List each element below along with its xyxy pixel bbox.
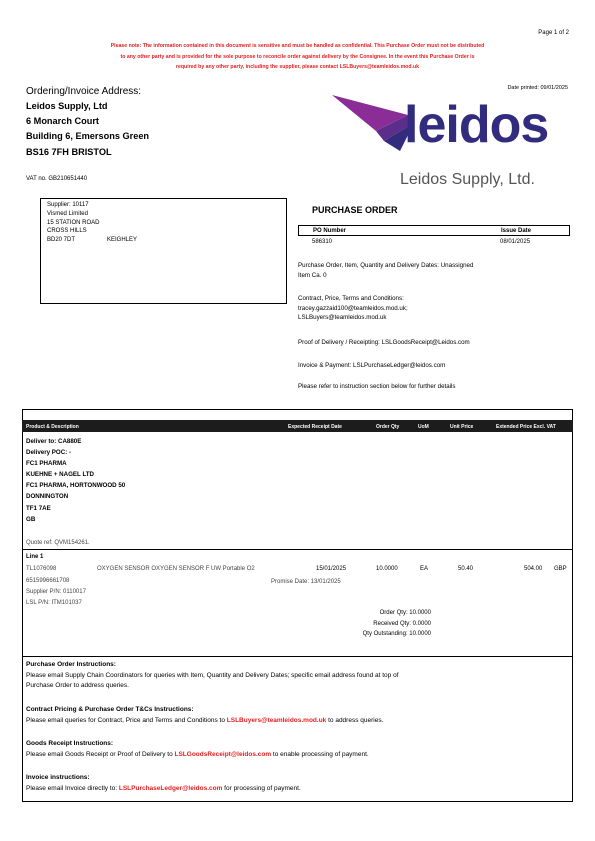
received-qty-summary: Received Qty: 0.0000: [373, 621, 431, 627]
delivery-line: GB: [26, 515, 36, 523]
extended-price: 504.00: [524, 566, 543, 572]
currency: GBP: [554, 566, 567, 572]
ordering-address-line: Leidos Supply, Ltd: [26, 101, 108, 111]
po-number-value: 586310: [312, 239, 333, 245]
goods-receipt-post: to enable processing of payment.: [271, 751, 369, 758]
page-number: Page 1 of 2: [538, 30, 569, 36]
supplier-line: Vismed Limited: [47, 210, 88, 217]
invoice-instructions-pre: Please email Invoice directly to:: [26, 785, 119, 792]
invoice-payment-contact: Invoice & Payment: LSLPurchaseLedger@leidos.com: [298, 362, 446, 369]
ordering-address-line: Building 6, Emersons Green: [26, 131, 150, 141]
contract-instructions-title: Contract Pricing & Purchase Order T&Cs Instructions:: [26, 706, 194, 713]
contract-instructions-pre: Please email queries for Contract, Price and Terms and Conditions to: [26, 717, 227, 724]
vat-number: VAT no. GB210651440: [26, 176, 88, 182]
contract-instructions-post: to address queries.: [326, 717, 384, 724]
item-quantity-contact-line: Item Ca. 0: [298, 271, 327, 279]
issue-date-value: 08/01/2025: [500, 239, 531, 245]
supplier-line: Supplier: 10117: [47, 202, 89, 208]
promise-date: Promise Date: 13/01/2025: [271, 579, 341, 585]
supplier-town: KEIGHLEY: [107, 237, 138, 244]
contract-instructions-text: [26, 716, 383, 726]
lsl-buyers-email-link[interactable]: LSLBuyers@teamleidos.mod.uk: [226, 717, 327, 724]
ordering-address-label: Ordering/Invoice Address:: [26, 86, 142, 97]
supplier-postcode: BD20 7DT: [47, 237, 76, 244]
quote-reference: Quote ref: QVM154261.: [26, 540, 90, 546]
po-instructions-line: Please email Supply Chain Coordinators for queries with Item, Quantity and Delivery Dates; specific email address found at top of: [26, 672, 399, 679]
goods-receipt-email-link[interactable]: LSLGoodsReceipt@leidos.com: [174, 751, 272, 758]
delivery-line: FC1 PHARMA: [26, 460, 67, 468]
item-description: OXYGEN SENSOR OXYGEN SENSOR F UW Portable O2: [97, 566, 255, 572]
po-table-header: [298, 225, 570, 236]
order-table-header: [22, 420, 573, 432]
ordering-address-line: 6 Monarch Court: [26, 116, 99, 126]
delivery-address: [26, 436, 125, 525]
nsn-code: 6515996661708: [26, 578, 70, 584]
proof-of-delivery-contact: Proof of Delivery / Receipting: LSLGoodsReceipt@Leidos.com: [298, 339, 470, 346]
purchase-order-title: PURCHASE ORDER: [312, 205, 398, 215]
po-info-table: [298, 225, 570, 247]
leidos-tagline: Leidos Supply, Ltd.: [400, 171, 535, 188]
expected-receipt-date: 15/01/2025: [316, 566, 347, 572]
po-instructions-line: Purchase Order to address queries.: [26, 682, 129, 689]
delivery-line: KUEHNE + NAGEL LTD: [26, 471, 95, 479]
notice-line-1: Please note: The information contained in this document is sensitive and must be handled as confidential. This Purchase Order must not be distributed: [110, 43, 485, 49]
supplier-line: 15 STATION ROAD: [47, 219, 100, 226]
uom: EA: [420, 566, 429, 572]
invoice-instructions-text: [26, 784, 301, 794]
item-code: TL1076098: [26, 566, 57, 572]
delivery-line: TF1 7AE: [26, 504, 51, 512]
contract-contact-line: tracey.gazzaid100@teamleidos.mod.uk;: [298, 304, 408, 312]
refer-instructions-note: Please refer to instruction section below for further details: [298, 383, 456, 390]
col-product-description: Product & Description: [26, 423, 79, 430]
contract-contact-line: Contract, Price, Terms and Conditions:: [298, 295, 404, 302]
invoice-instructions-post: for processing of payment.: [222, 785, 301, 792]
goods-receipt-title: Goods Receipt Instructions:: [26, 740, 114, 747]
col-unit-price: Unit Price: [450, 423, 474, 430]
unit-price: 50.40: [458, 566, 474, 572]
goods-receipt-pre: Please email Goods Receipt or Proof of Delivery to: [26, 751, 175, 758]
outstanding-qty-summary: Qty Outstanding: 10.0000: [362, 631, 431, 637]
purchase-ledger-email-link[interactable]: LSLPurchaseLedger@leidos.com: [118, 785, 223, 792]
delivery-line: FC1 PHARMA, HORTONWOOD 50: [26, 482, 126, 490]
invoice-instructions-title: Invoice instructions:: [26, 774, 90, 781]
delivery-line: Deliver to: CA880E: [26, 438, 82, 445]
col-expected-receipt-date: Expected Receipt Date: [288, 423, 342, 430]
col-uom: UoM: [418, 423, 429, 430]
supplier-address-box: [40, 198, 287, 304]
issue-date-label: Issue Date: [501, 228, 532, 234]
col-extended-price: Extended Price Excl. VAT: [496, 423, 556, 430]
po-number-label: PO Number: [313, 228, 347, 234]
leidos-logo: [330, 93, 570, 197]
po-instructions-title: Purchase Order Instructions:: [26, 661, 116, 668]
date-printed: Date printed: 09/01/2025: [507, 85, 568, 91]
item-quantity-contact: [298, 261, 553, 280]
col-order-qty: Order Qty: [376, 423, 400, 430]
notice-line-2: to any other party and is provided for the sole purpose to reconcile order against delivery by the Consignee. In the event this Purchase Order is: [120, 53, 475, 60]
confidentiality-notice: [40, 41, 555, 73]
supplier-line: CROSS HILLS: [47, 228, 87, 235]
order-qty-summary: Order Qty: 10.0000: [379, 610, 431, 616]
po-table-row: [298, 236, 570, 247]
supplier-postcode-row: [47, 236, 280, 245]
leidos-wordmark: leidos: [404, 96, 549, 154]
supplier-part-number: Supplier P/N: 0110017: [26, 589, 86, 595]
delivery-line: Delivery POC: -: [26, 449, 72, 457]
item-quantity-contact-line: Purchase Order, Item, Quantity and Delivery Dates: Unassigned: [298, 262, 474, 269]
contract-contact: [298, 294, 553, 323]
goods-receipt-text: [26, 750, 369, 760]
notice-line-3: required by any other party, including the supplier, please contact LSLBuyers@teamleidos.mod.uk: [175, 64, 420, 70]
delivery-line: DONNINGTON: [26, 493, 69, 501]
lsl-part-number: LSL P/N: ITM101037: [26, 600, 82, 606]
contract-contact-line: LSLBuyers@teamleidos.mod.uk: [298, 314, 387, 321]
line-label: Line 1: [26, 554, 44, 560]
order-qty: 10.0000: [376, 566, 398, 572]
ordering-address-line: BS16 7FH BRISTOL: [26, 147, 112, 157]
po-instructions-text: [26, 671, 399, 691]
